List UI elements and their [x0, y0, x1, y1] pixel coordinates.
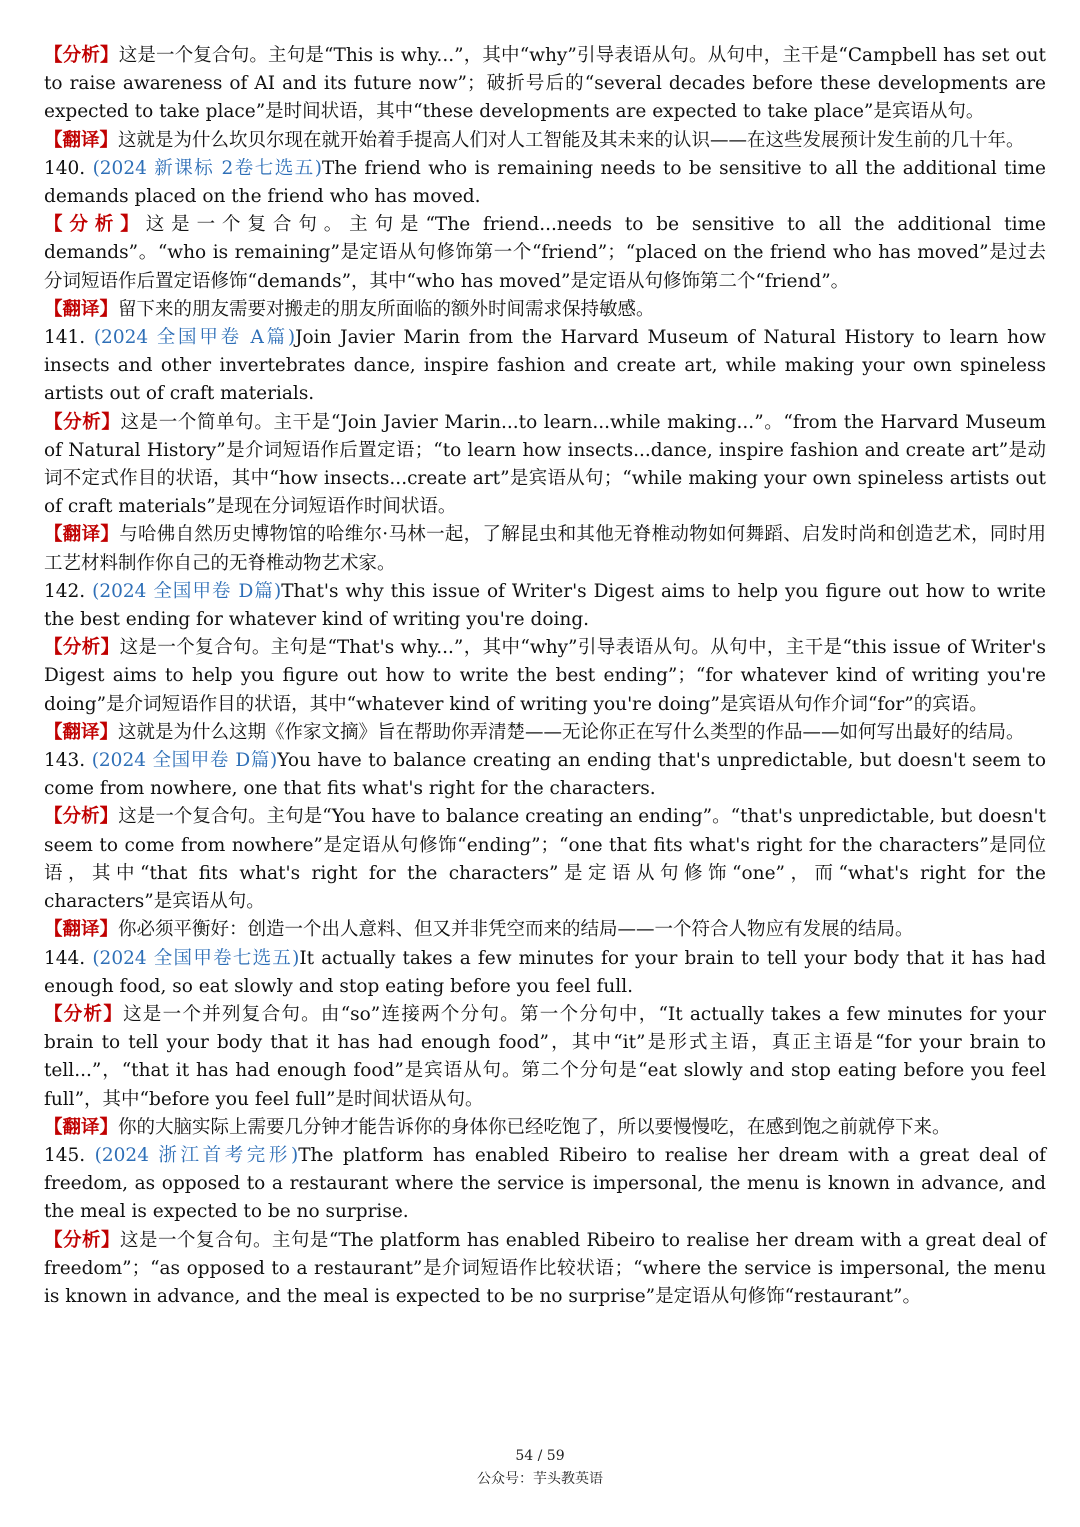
translation-text: 与哈佛自然历史博物馆的哈维尔·马林一起，了解昆虫和其他无脊椎动物如何舞蹈、启发时尚和创造艺术，同时用工艺材料制作你自己的无脊椎动物艺术家。 [44, 524, 1046, 574]
analysis-text: 这是一个复合句。主句是“The friend...needs to be sensitive to all the additional time demands”。“who is remaining”是定语从句修饰第一个“friend”；“placed on the friend who has moved”是过去分词短语作后置定语修饰“demands”，其中“who has moved”是定语从句修饰第二个“friend”。 [44, 214, 1046, 292]
analysis-text: 这是一个复合句。主句是“That's why...”，其中“why”引导表语从句。从句中，主干是“this issue of Writer's Digest aims to help you figure out how to write the best ending”；“for whatever kind of writing you're doing”是介词短语作目的状语，其中“whatever kind of writing you're doing”是宾语从句作介词“for”的宾语。 [44, 637, 1046, 715]
analysis-paragraph [44, 42, 1046, 127]
analysis-paragraph [44, 1001, 1046, 1114]
translation-tag: 【翻译】 [44, 919, 119, 941]
analysis-tag: 【分析】 [44, 637, 120, 659]
translation-tag: 【翻译】 [44, 524, 120, 546]
translation-text: 你的大脑实际上需要几分钟才能告诉你的身体你已经吃饱了，所以要慢慢吃，在感到饱之前就停下来。 [118, 1116, 951, 1138]
analysis-text: 这是一个简单句。主干是“Join Javier Marin...to learn...while making...”。“from the Harvard Museum of Natural History”是介词短语作后置定语；“to learn how insects...dance, inspire fashion and create art”是动词不定式作目的状语，其中“how insects...create art”是宾语从句；“while making your own spineless artists out of craft materials”是现在分词短语作时间状语。 [44, 411, 1046, 518]
translation-paragraph [44, 296, 1046, 324]
analysis-tag: 【分析】 [44, 806, 119, 828]
analysis-paragraph [44, 1227, 1046, 1312]
sentence-item [44, 747, 1046, 803]
item-sentence: You have to balance creating an ending that's unpredictable, but doesn't seem to come from nowhere, one that fits what's right for the characters. [44, 750, 1046, 800]
document-body [44, 42, 1046, 1311]
sentence-item [44, 945, 1046, 1001]
analysis-paragraph [44, 409, 1046, 522]
sentence-item [44, 578, 1046, 634]
translation-paragraph [44, 1114, 1046, 1142]
item-sentence: The friend who is remaining needs to be sensitive to all the additional time demands placed on the friend who has moved. [44, 157, 1046, 208]
analysis-tag: 【分析】 [44, 1229, 120, 1251]
item-number: 141. [44, 327, 94, 349]
sentence-item [44, 324, 1046, 409]
sentence-item [44, 155, 1046, 211]
item-number: 140. [44, 157, 93, 179]
item-sentence: The platform has enabled Ribeiro to realise her dream with a great deal of freedom, as opposed to a restaurant where the service is impersonal, the menu is known in advance, and the meal is expected to be no surprise. [44, 1144, 1047, 1223]
translation-paragraph [44, 916, 1046, 944]
item-sentence: It actually takes a few minutes for your brain to tell your body that it has had enough food, so eat slowly and stop eating before you feel full. [44, 947, 1046, 997]
analysis-tag: 【分析】 [44, 45, 119, 66]
translation-text: 这就是为什么这期《作家文摘》旨在帮助你弄清楚——无论你正在写什么类型的作品——如何写出最好的结局。 [118, 721, 1025, 743]
footer-account: 公众号：芋头教英语 [477, 1471, 603, 1487]
item-source: (2024 新课标 2卷七选五) [92, 157, 322, 179]
page-number: 54 / 59 [515, 1448, 565, 1464]
item-number: 144. [44, 947, 93, 969]
translation-text: 你必须平衡好：创造一个出人意料、但又并非凭空而来的结局——一个符合人物应有发展的结局。 [118, 919, 914, 941]
translation-tag: 【翻译】 [44, 298, 119, 320]
translation-paragraph [44, 127, 1046, 155]
item-source: (2024 浙江首考完形) [94, 1144, 299, 1166]
translation-tag: 【翻译】 [44, 1116, 119, 1138]
analysis-text: 这是一个复合句。主句是“The platform has enabled Ribeiro to realise her dream with a great deal of freedom”；“as opposed to a restaurant”是介词短语作比较状语；“where the service is impersonal, the menu is known in advance, and the meal is expected to be no surprise”是定语从句修饰“restaurant”。 [44, 1229, 1046, 1307]
item-sentence: Join Javier Marin from the Harvard Museum of Natural History to learn how insects and other invertebrates dance, inspire fashion and create art, while making your own spineless artists out of craft materials. [44, 327, 1047, 405]
translation-tag: 【翻译】 [44, 721, 119, 743]
item-source: (2024 全国甲卷 D篇) [92, 580, 282, 602]
translation-tag: 【翻译】 [44, 129, 119, 151]
analysis-paragraph [44, 634, 1046, 719]
analysis-text: 这是一个并列复合句。由“so”连接两个分句。第一个分句中，“It actually takes a few minutes for your brain to tell your body that it has had enough food”，其中“it”是形式主语，真正主语是“for your brain to tell...”，“that it has had enough food”是宾语从句。第二个分句是“eat slowly and stop eating before you feel full”，其中“before you feel full”是时间状语从句。 [44, 1003, 1046, 1110]
item-number: 142. [44, 580, 93, 602]
translation-text: 留下来的朋友需要对搬走的朋友所面临的额外时间需求保持敏感。 [118, 298, 655, 320]
analysis-tag: 【分析】 [44, 411, 121, 433]
analysis-paragraph [44, 803, 1046, 916]
analysis-tag: 【分析】 [44, 214, 146, 236]
item-source: (2024 全国甲卷七选五) [92, 947, 300, 969]
translation-text: 这就是为什么坎贝尔现在就开始着手提高人们对人工智能及其未来的认识——在这些发展预计发生前的几十年。 [118, 129, 1025, 151]
item-sentence: That's why this issue of Writer's Digest aims to help you figure out how to write the best ending for whatever kind of writing you're doing. [44, 580, 1047, 631]
analysis-text: 这是一个复合句。主句是“This is why...”，其中“why”引导表语从句。从句中，主干是“Campbell has set out to raise awareness of AI and its future now”；破折号后的“several decades before these developments are expected to take place”是时间状语，其中“these developments are expected to take place”是宾语从句。 [44, 45, 1046, 123]
analysis-tag: 【分析】 [44, 1003, 124, 1025]
item-source: (2024 全国甲卷 D篇) [91, 750, 278, 772]
translation-paragraph [44, 719, 1046, 747]
analysis-paragraph [44, 211, 1046, 296]
sentence-item [44, 1142, 1046, 1227]
item-number: 145. [44, 1144, 95, 1166]
translation-paragraph [44, 521, 1046, 577]
item-number: 143. [44, 750, 92, 772]
item-source: (2024 全国甲卷 A篇) [93, 327, 296, 349]
analysis-text: 这是一个复合句。主句是“You have to balance creating an ending”。“that's unpredictable, but doesn't seem to come from nowhere”是定语从句修饰“ending”；“one that fits what's right for the characters”是同位语，其中“that fits what's right for the characters”是定语从句修饰“one”，而“what's right for the characters”是宾语从句。 [44, 806, 1046, 913]
